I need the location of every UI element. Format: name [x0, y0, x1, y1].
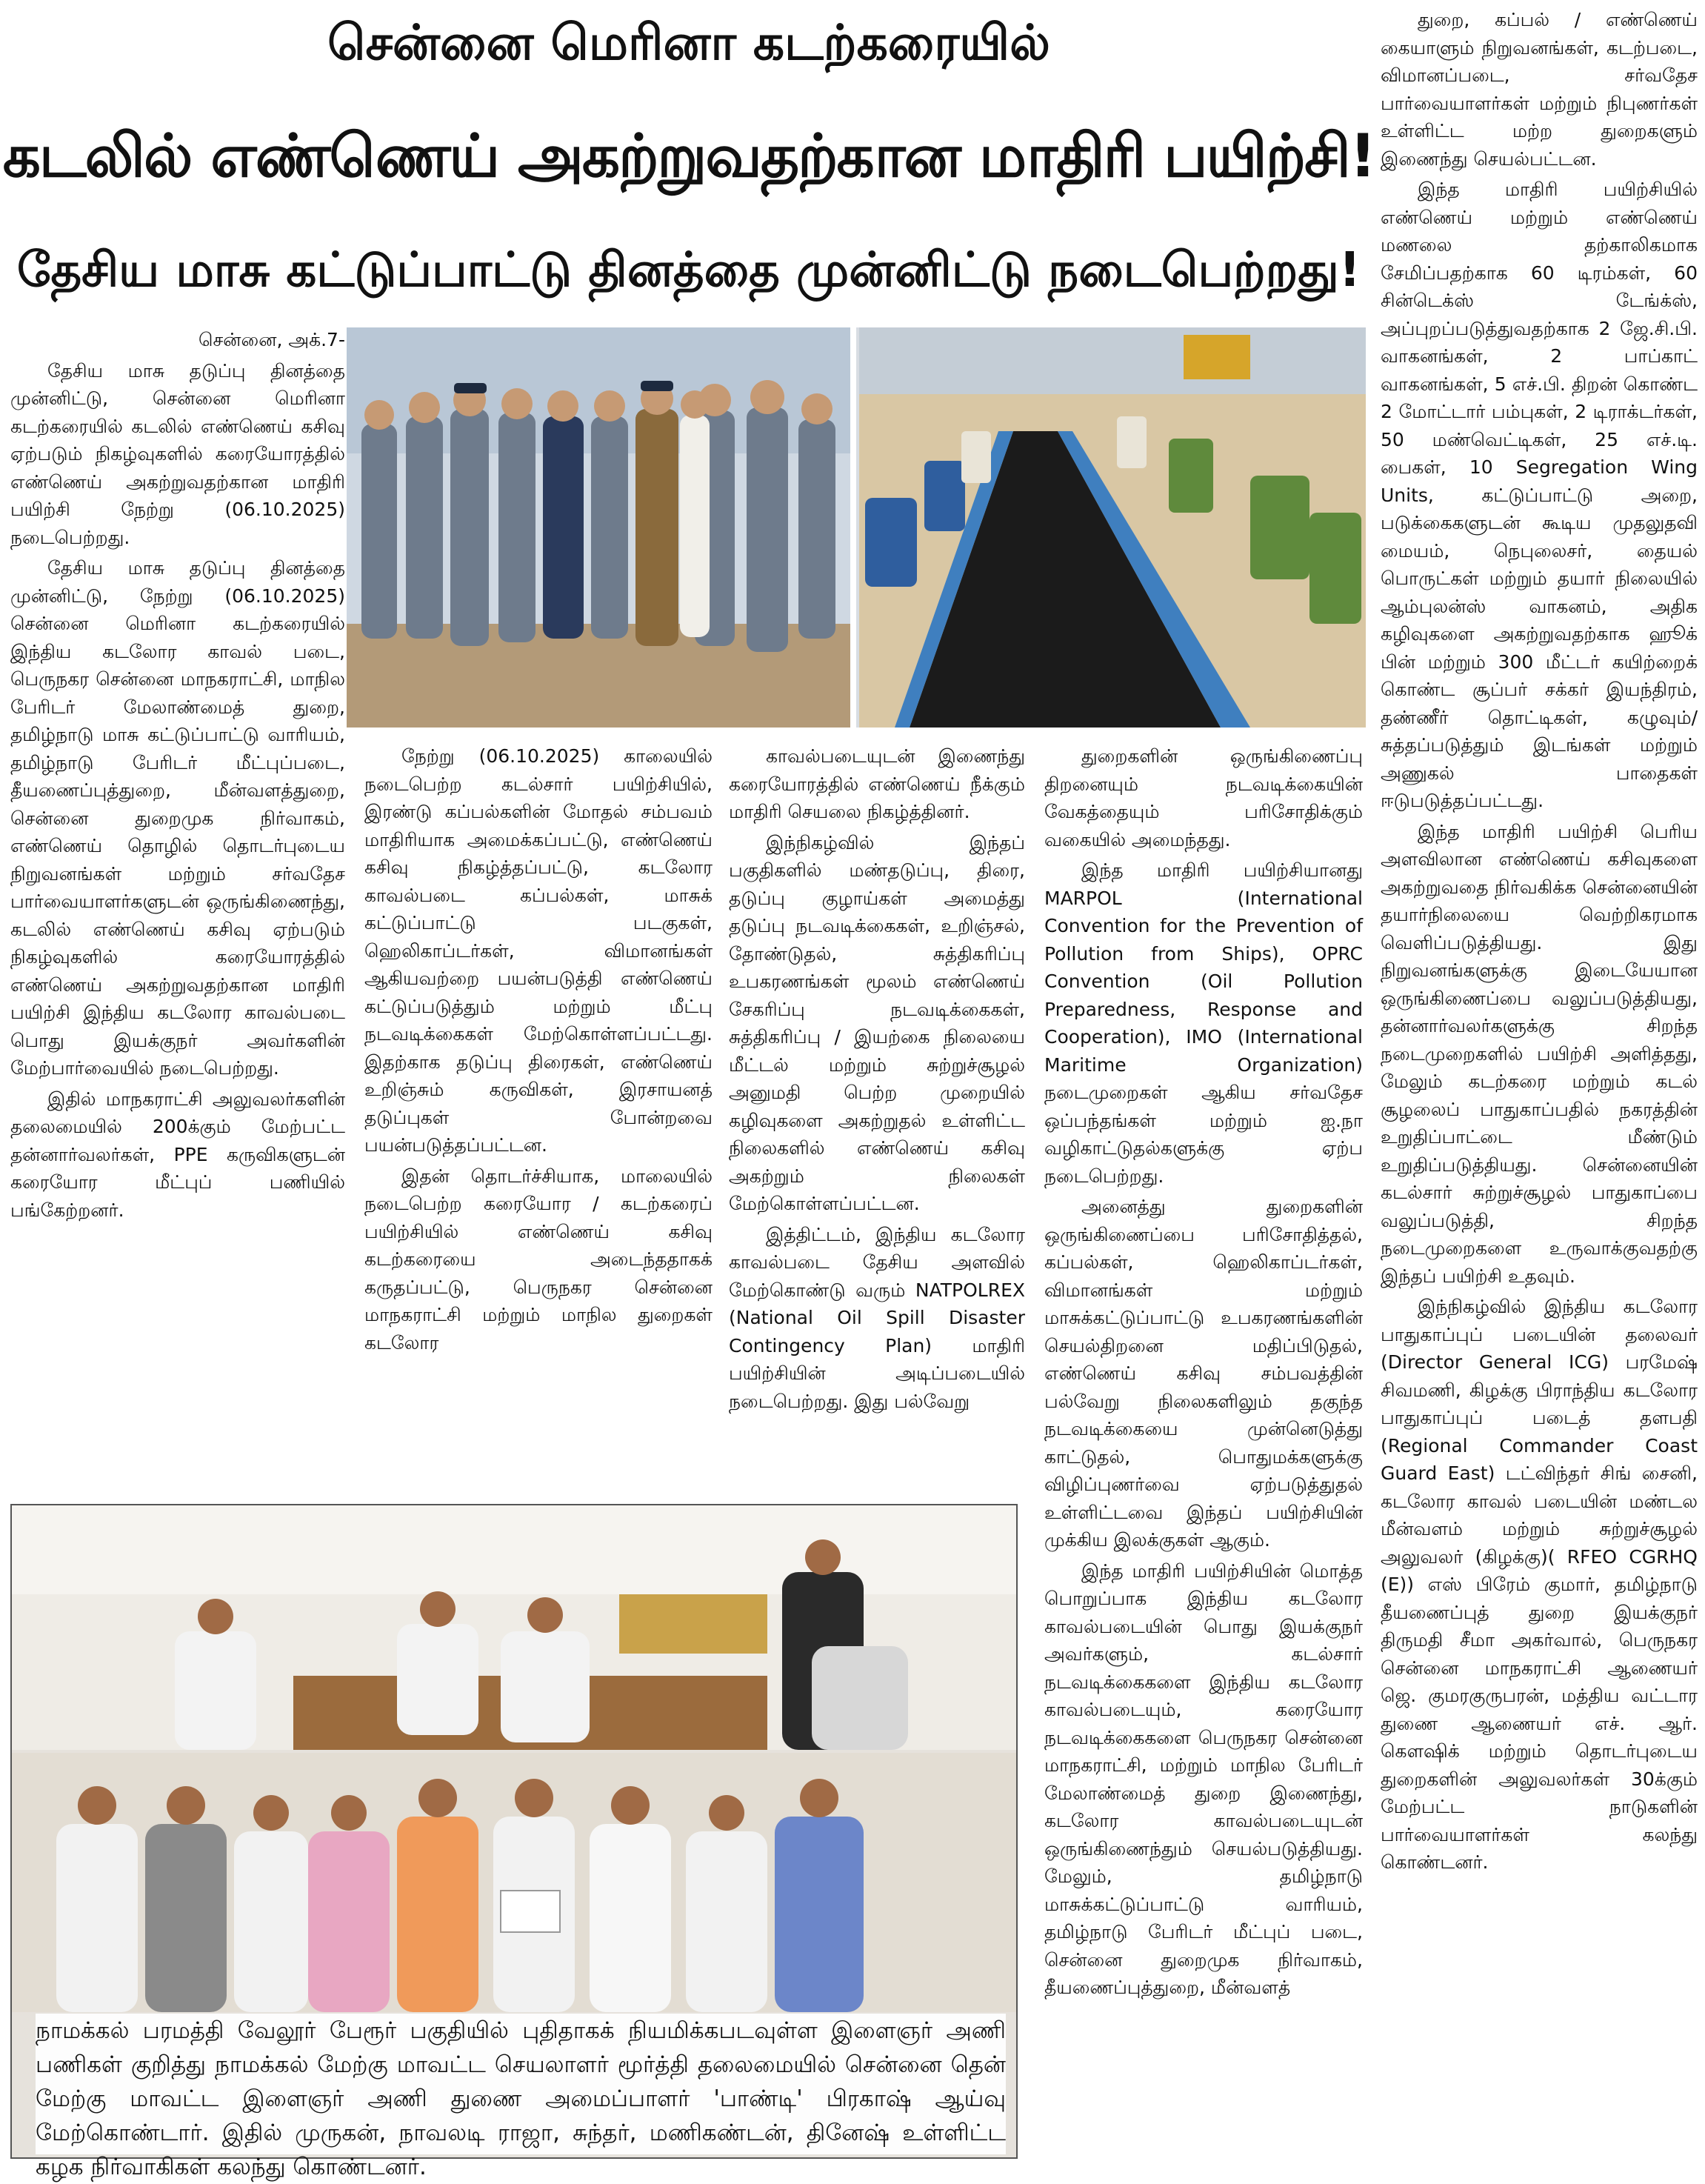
paragraph: இந்நிகழ்வில் இந்திய கடலோர பாதுகாப்புப் படையின் தலைவர் (Director General ICG) பரமேஷ் சிவமணி, கிழக்கு பிராந்திய கடலோர பாதுகாப்புப் படைத் தளபதி (Regional Commander Coast Guard East) டட்விந்தர் சிங் சைனி, கடலோர காவல் படையின் மண்டல மீன்வளம் மற்றும் சுற்றுச்சூழல் அலுவலர் (கிழக்கு)( RFEO CGRHQ (E)) எஸ் பிரேம் குமார், தமிழ்நாடு தீயணைப்புத் துறை இயக்குநர் திருமதி சீமா அகர்வால், பெருநகர சென்னை மாநகராட்சி ஆணையர் ஜெ. குமரகுருபரன், மத்திய வட்டார துணை ஆணையர் எச். ஆர். கௌஷிக் மற்றும் தொடர்புடைய துறைகளின் அலுவலர்கள் 30க்கும் மேற்பட்ட நாடுகளின் பார்வையாளர்கள் கலந்து கொண்டனர்.: [1381, 1296, 1698, 1873]
article-column-4: [1044, 742, 1363, 2150]
paragraph: நேற்று (06.10.2025) காலையில் நடைபெற்ற கடல்சார் பயிற்சியில், இரண்டு கப்பல்களின் மோதல் சம்பவம் மாதிரியாக அமைக்கப்பட்டு, எண்ணெய் கசிவு நிகழ்த்தப்பட்டு, கடலோர காவல்படை கப்பல்கள், மாசுக் கட்டுப்பாட்டு படகுகள், ஹெலிகாப்டர்கள், விமானங்கள் ஆகியவற்றை பயன்படுத்தி எண்ணெய் கட்டுப்படுத்தும் மற்றும் மீட்பு நடவடிக்கைகள் மேற்கொள்ளப்பட்டது. இதற்காக தடுப்பு திரைகள், எண்ணெய் உறிஞ்சும் கருவிகள், இரசாயனத் தடுப்புகள் போன்றவை பயன்படுத்தப்பட்டன.: [364, 745, 713, 1156]
paragraph: காவல்படையுடன் இணைந்து கரையோரத்தில் எண்ணெய் நீக்கும் மாதிரி செயலை நிகழ்த்தினர்.: [729, 745, 1025, 822]
paragraph: துறை, கப்பல் / எண்ணெய் கையாளும் நிறுவனங்கள், கடற்படை, விமானப்படை, சர்வதேச பார்வையாளர்கள் மற்றும் நிபுணர்கள் உள்ளிட்ட மற்ற துறைகளும் இணைந்து செயல்பட்டன.: [1381, 9, 1698, 170]
paragraph: அனைத்து துறைகளின் ஒருங்கிணைப்பை பரிசோதித்தல், கப்பல்கள், ஹெலிகாப்டர்கள், விமானங்கள் மற்றும் மாசுக்கட்டுப்பாட்டு உபகரணங்களின் செயல்திறனை மதிப்பிடுதல், எண்ணெய் கசிவு சம்பவத்தின் பல்வேறு நிலைகளிலும் தகுந்த நடவடிக்கையை முன்னெடுத்து காட்டுதல், பொதுமக்களுக்கு விழிப்புணர்வை ஏற்படுத்துதல் உள்ளிட்டவை இந்தப் பயிற்சியின் முக்கிய இலக்குகள் ஆகும்.: [1044, 1196, 1363, 1551]
paragraph: இந்நிகழ்வில் இந்தப் பகுதிகளில் மண்தடுப்பு, திரை, தடுப்பு குழாய்கள் அமைத்து தடுப்பு நடவடிக்கைகள், உறிஞ்சல், தோண்டுதல், சுத்திகரிப்பு உபகரணங்கள் மூலம் எண்ணெய் சேகரிப்பு நடவடிக்கைகள், சுத்திகரிப்பு / இயற்கை நிலையை மீட்டல் மற்றும் சுற்றுச்சூழல் அனுமதி பெற்ற முறையில் கழிவுகளை அகற்றுதல் உள்ளிட்ட நிலைகளில் எண்ணெய் கசிவு அகற்றும் நிலைகள் மேற்கொள்ளப்பட்டன.: [729, 831, 1025, 1214]
paragraph: தேசிய மாசு தடுப்பு தினத்தை முன்னிட்டு, நேற்று (06.10.2025) சென்னை மெரினா கடற்கரையில் இந்திய கடலோர காவல் படை, பெருநகர சென்னை மாநகராட்சி, மாநில பேரிடர் மேலாண்மைத் துறை, தமிழ்நாடு மாசு கட்டுப்பாட்டு வாரியம், தமிழ்நாடு பேரிடர் மீட்புப்படை, தீயணைப்புத்துறை, மீன்வளத்துறை, சென்னை துறைமுக நிர்வாகம், எண்ணெய் தொழில் தொடர்புடைய நிறுவனங்கள் மற்றும் சர்வதேச பார்வையாளர்களுடன் ஒருங்கிணைந்து, கடலில் எண்ணெய் கசிவு ஏற்படும் நிகழ்வுகளில் கரையோரத்தில் எண்ணெய் அகற்றுவதற்கான மாதிரி பயிற்சி இந்திய கடலோர காவல்படை பொது இயக்குநர் அவர்களின் மேற்பார்வையில் நடைபெற்றது.: [10, 557, 345, 1079]
headline-line-1: சென்னை மெரினா கடற்கரையில்: [327, 14, 1050, 71]
article-column-1: [10, 326, 345, 1461]
paragraph: இத்திட்டம், இந்திய கடலோர காவல்படை தேசிய அளவில் மேற்கொண்டு வரும் NATPOLREX (National Oil Spill Disaster Contingency Plan) மாதிரி பயிற்சியின் அடிப்படையில் நடைபெற்றது. இது பல்வேறு: [729, 1223, 1025, 1412]
article-column-3: [729, 742, 1025, 1464]
photo-caption: நாமக்கல் பரமத்தி வேலூர் பேரூர் பகுதியில் புதிதாகக் நியமிக்கபடவுள்ள இளைஞர் அணி பணிகள் குறித்து நாமக்கல் மேற்கு மாவட்ட செயலாளர் மூர்த்தி தலைமையில் சென்னை தென் மேற்கு மாவட்ட இளைஞர் அணி துணை அமைப்பாளர் 'பாண்டி' பிரகாஷ் ஆய்வு மேற்கொண்டார். இதில் முருகன், நாவலடி ராஜா, சுந்தர், மணிகண்டன், தினேஷ் உள்ளிட்ட கழக நிர்வாகிகள் கலந்து கொண்டனர்.: [36, 2014, 1006, 2154]
paragraph: இந்த மாதிரி பயிற்சியின் மொத்த பொறுப்பாக இந்திய கடலோர காவல்படையின் பொது இயக்குநர் அவர்களும், கடல்சார் நடவடிக்கைகளை இந்திய கடலோர காவல்படையும், கரையோர நடவடிக்கைகளை பெருநகர சென்னை மாநகராட்சி, மற்றும் மாநில பேரிடர் மேலாண்மைத் துறை இணைந்து, கடலோர காவல்படையுடன் ஒருங்கிணைந்தும் செயல்படுத்தியது. மேலும், தமிழ்நாடு மாசுக்கட்டுப்பாட்டு வாரியம், தமிழ்நாடு பேரிடர் மீட்புப் படை, சென்னை துறைமுக நிர்வாகம், தீயணைப்புத்துறை, மீன்வளத்: [1044, 1559, 1363, 1998]
paragraph: இதில் மாநகராட்சி அலுவலர்களின் தலைமையில் 200க்கும் மேற்பட்ட தன்னார்வலர்கள், PPE கருவிகளுடன் கரையோர மீட்புப் பணியில் பங்கேற்றனர்.: [10, 1088, 345, 1221]
paragraph: இதன் தொடர்ச்சியாக, மாலையில் நடைபெற்ற கரையோர / கடற்கரைப் பயிற்சியில் எண்ணெய் கசிவு கடற்கரையை அடைந்ததாகக் கருதப்பட்டு, பெருநகர சென்னை மாநகராட்சி மற்றும் மாநில துறைகள் கடலோர: [364, 1165, 713, 1354]
headline-main: கடலில் எண்ணெய் அகற்றுவதற்கான மாதிரி பயிற்சி!: [2, 121, 1375, 190]
paragraph: இந்த மாதிரி பயிற்சியில் எண்ணெய் மற்றும் எண்ணெய் மணலை தற்காலிகமாக சேமிப்பதற்காக 60 டிரம்கள், 60 சின்டெக்ஸ் டேங்க்ஸ், அப்புறப்படுத்துவதற்காக 2 ஜே.சி.பி. வாகனங்கள், 2 பாப்காட் வாகனங்கள், 5 எச்.பி. திறன் கொண்ட 2 மோட்டார் பம்புகள், 2 டிராக்டர்கள், 50 மண்வெட்டிகள், 25 எச்.டி. பைகள், 10 Segregation Wing Units, கட்டுப்பாட்டு அறை, படுக்கைகளுடன் கூடிய முதலுதவி மையம், நெபுலைசர், தையல் பொருட்கள் மற்றும் தயார் நிலையில் ஆம்புலன்ஸ் வாகனம், அதிக கழிவுகளை அகற்றுவதற்காக ஹூக் பின் மற்றும் 300 மீட்டர் கயிற்றைக் கொண்ட சூப்பர் சக்கர் இயந்திரம், தண்ணீர் தொட்டிகள், கழுவும்/சுத்தப்படுத்தும் இடங்கள் மற்றும் அணுகல் பாதைகள் ஈடுபடுத்தப்பட்டது.: [1381, 179, 1698, 811]
dateline: சென்னை, அக்.7-: [198, 329, 345, 350]
paragraph: இந்த மாதிரி பயிற்சி பெரிய அளவிலான எண்ணெய் கசிவுகளை அகற்றுவதை நிர்வகிக்க சென்னையின் தயார்நிலையை வெற்றிகரமாக வெளிப்படுத்தியது. இது நிறுவனங்களுக்கு இடையேயான ஒருங்கிணைப்பை வலுப்படுத்தியது, தன்னார்வலர்களுக்கு சிறந்த நடைமுறைகளில் பயிற்சி அளித்தது, மேலும் கடற்கரை மற்றும் கடல் சூழலைப் பாதுகாப்பதில் நகரத்தின் உறுதிப்பாட்டை மீண்டும் உறுதிப்படுத்தியது. சென்னையின் கடல்சார் சுற்றுச்சூழல் பாதுகாப்பை வலுப்படுத்தி, சிறந்த நடைமுறைகளை உருவாக்குவதற்கு இந்தப் பயிற்சி உதவும்.: [1381, 820, 1698, 1287]
paragraph: துறைகளின் ஒருங்கிணைப்பு திறனையும் நடவடிக்கையின் வேகத்தையும் பரிசோதிக்கும் வகையில் அமைந்தது.: [1044, 745, 1363, 850]
paragraph: இந்த மாதிரி பயிற்சியானது MARPOL (International Convention for the Prevention of Pollution from Ships), OPRC Convention (Oil Pollution Preparedness, Response and Cooperation), IMO (International Maritime Organization) நடைமுறைகள் ஆகிய சர்வதேச ஒப்பந்தங்கள் மற்றும் ஐ.நா வழிகாட்டுதல்களுக்கு ஏற்ப நடைபெற்றது.: [1044, 859, 1363, 1187]
paragraph: தேசிய மாசு தடுப்பு தினத்தை முன்னிட்டு, சென்னை மெரினா கடற்கரையில் கடலில் எண்ணெய் கசிவு ஏற்படும் நிகழ்வுகளில் கரையோரத்தில் எண்ணெய் அகற்றுவதற்கான மாதிரி பயிற்சி நேற்று (06.10.2025) நடைபெற்றது.: [10, 359, 345, 548]
article-column-2: [364, 742, 713, 1464]
headline-subtitle: தேசிய மாசு கட்டுப்பாட்டு தினத்தை முன்னிட்டு நடைபெற்றது!: [17, 243, 1361, 298]
article-column-5: [1381, 6, 1698, 2150]
photo-officials-and-oil-containment: [347, 327, 1366, 728]
news-photo-marina-drill: [347, 327, 1366, 728]
photo-meeting-and-group: [12, 1505, 1016, 2012]
